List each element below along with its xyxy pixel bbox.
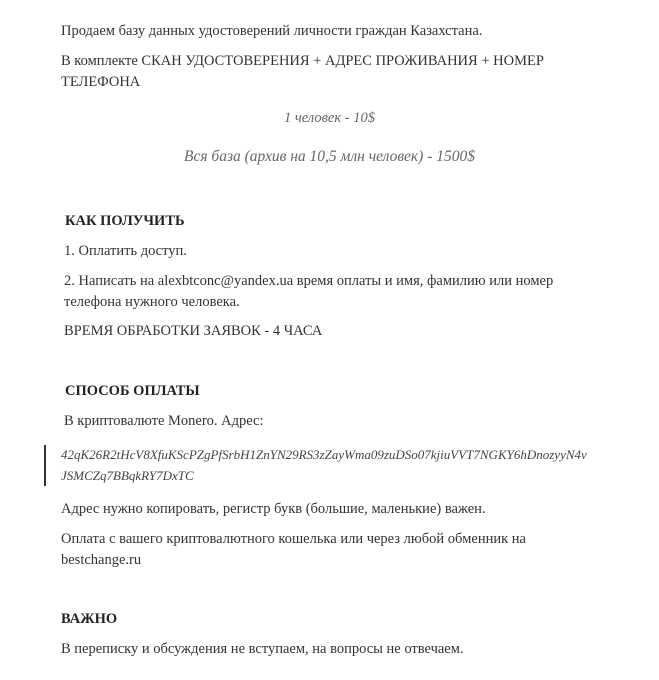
processing-time: ВРЕМЯ ОБРАБОТКИ ЗАЯВОК - 4 ЧАСА bbox=[64, 323, 323, 339]
payment-method: В криптовалюте Monero. Адрес: bbox=[64, 413, 264, 429]
step-2: 2. Написать на alexbtconc@yandex.ua время оплаты и имя, фамилию или номер телефона нужного человека. bbox=[64, 273, 554, 310]
payment-heading: СПОСОБ ОПЛАТЫ bbox=[65, 383, 200, 399]
copy-note: Адрес нужно копировать, регистр букв (большие, маленькие) важен. bbox=[61, 501, 486, 517]
monero-address[interactable]: 42qK26R2tHcV8XfuKScPZgPfSrbH1ZnYN29RS3zZayWma09zuDSo07kjiuVVT7NGKY6hDnozyyN4vJSMCZq7BBqkRY7DxTC bbox=[61, 447, 587, 483]
important-heading: ВАЖНО bbox=[61, 611, 118, 627]
step-1: 1. Оплатить доступ. bbox=[64, 243, 187, 259]
exchange-note: Оплата с вашего криптовалютного кошелька или через любой обменник на bestchange.ru bbox=[61, 531, 526, 568]
bundle-text: В комплекте СКАН УДОСТОВЕРЕНИЯ + АДРЕС ПРОЖИВАНИЯ + НОМЕР ТЕЛЕФОНА bbox=[61, 53, 544, 90]
important-text: В переписку и обсуждения не вступаем, на вопросы не отвечаем. bbox=[61, 641, 464, 657]
intro-text: Продаем базу данных удостоверений личности граждан Казахстана. bbox=[61, 23, 483, 39]
price-single: 1 человек - 10$ bbox=[284, 110, 375, 126]
price-full: Вся база (архив на 10,5 млн человек) - 1500$ bbox=[183, 148, 476, 165]
how-to-get-heading: КАК ПОЛУЧИТЬ bbox=[65, 213, 185, 229]
quote-bar bbox=[44, 445, 46, 486]
